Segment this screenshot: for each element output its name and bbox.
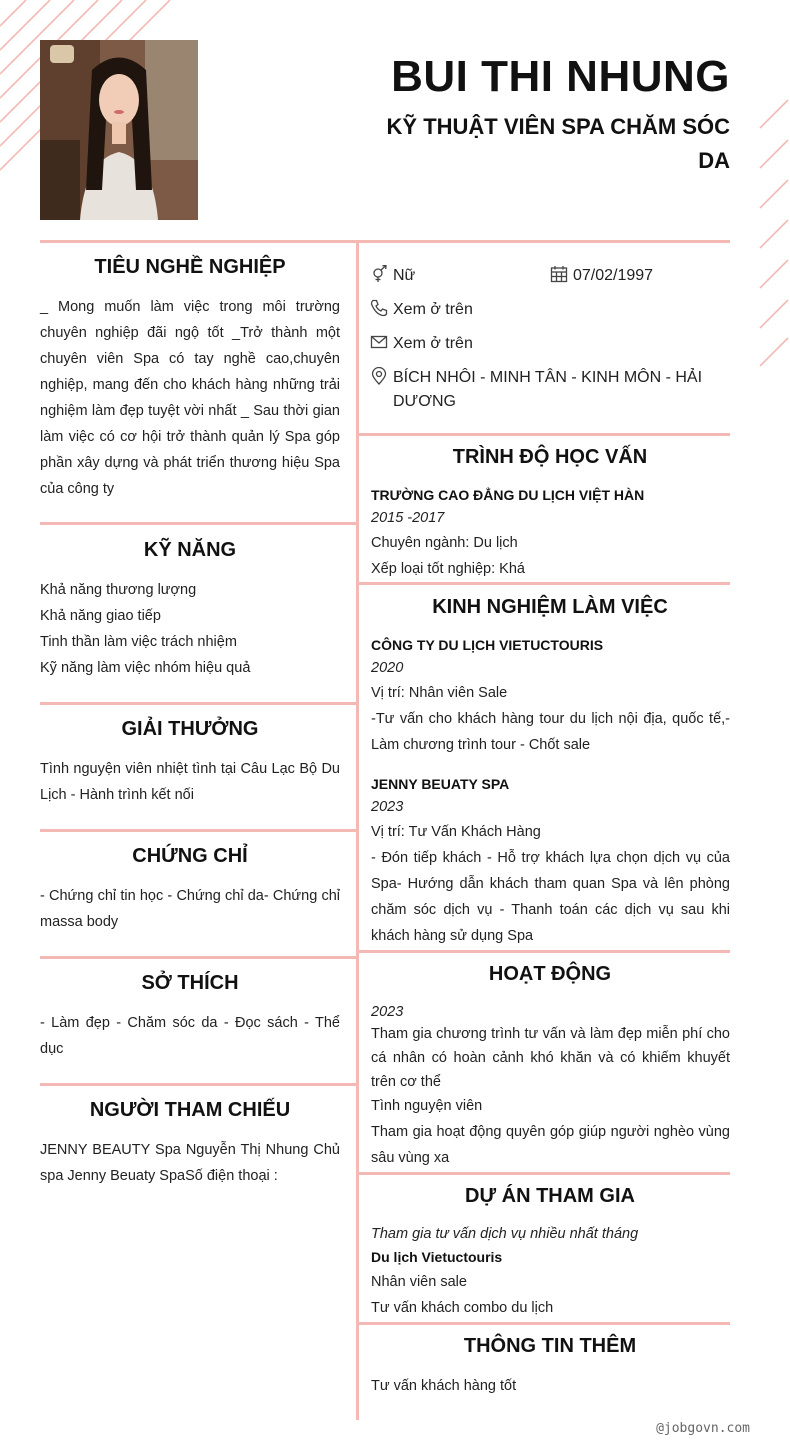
location-icon [370,367,388,385]
email-value: Xem ở trên [393,335,473,352]
skill-item: Khả năng thương lượng [40,582,197,598]
divider-left-4 [40,956,356,959]
project-org: Du lịch Vietuctouris [371,1249,503,1265]
divider-top [40,240,730,243]
column-divider [356,240,359,1420]
awards-text: Tình nguyện viên nhiệt tình tại Câu Lạc Bộ Du Lịch - Hành trình kết nối [40,761,340,803]
job-company: CÔNG TY DU LỊCH VIETUCTOURIS [371,637,604,653]
job-title: KỸ THUẬT VIÊN SPA CHĂM SÓC DA [386,114,730,173]
phone-value: Xem ở trên [393,301,473,318]
gender-value: Nữ [393,267,416,284]
activities-description: Tham gia chương trình tư vấn và làm đẹp miễn phí cho cá nhân có hoàn cảnh khó khăn và có khiếm khuyết trên cơ thể [371,1026,730,1090]
skill-item: Kỹ năng làm việc nhóm hiệu quả [40,660,251,676]
phone-row [370,298,473,322]
divider-right-4 [356,1172,730,1175]
skill-item: Tinh thần làm việc trách nhiệm [40,634,237,650]
job-position: Vị trí: Tư Vấn Khách Hàng [371,824,541,840]
calendar-icon [550,265,568,283]
divider-left-5 [40,1083,356,1086]
address-row [370,366,730,414]
divider-right-2 [356,582,730,585]
divider-left-1 [40,522,356,525]
project-role: Nhân viên sale [371,1274,467,1290]
extra-text: Tư vấn khách hàng tốt [371,1378,517,1394]
hobbies-text: - Làm đẹp - Chăm sóc da - Đọc sách - Thể dục [40,1015,340,1057]
job-company: JENNY BEUATY SPA [371,776,510,792]
job-year: 2023 [371,799,404,815]
birthday-row [550,264,653,288]
job-position: Vị trí: Nhân viên Sale [371,685,508,701]
activities-title: HOẠT ĐỘNG [488,963,612,985]
candidate-name: BUI THI NHUNG [391,52,730,101]
education-title: TRÌNH ĐỘ HỌC VẤN [452,446,648,468]
job-description: - Đón tiếp khách - Hỗ trợ khách lựa chọn dịch vụ của Spa- Hướng dẫn khách tham quan Spa và lên phòng chăm sóc dịch vụ - Thanh toán các dịch vụ sau khi khách hàng sử dụng Spa [371,850,730,944]
address-value: BÍCH NHÔI - MINH TÂN - KINH MÔN - HẢI DƯƠNG [393,369,703,410]
education-school: TRƯỜNG CAO ĐẲNG DU LỊCH VIỆT HÀN [371,487,645,503]
divider-right-1 [356,433,730,436]
email-row [370,332,473,356]
objective-text: _ Mong muốn làm việc trong môi trường chuyên nghiệp đãi ngộ tốt _Trở thành một chuyên viên Spa có tay nghề cao,chuyên nghiệp, mang đến cho khách hàng những trải nghiệm làm đẹp tuyệt vời nhất _ Sau thời gian làm việc có cơ hội trở thành quản lý Spa góp phần xây dựng và phát triển thương hiệu Spa của công ty [40,299,340,497]
certificates-title: CHỨNG CHỈ [132,845,248,867]
divider-left-3 [40,829,356,832]
profile-photo [40,40,198,220]
awards-title: GIẢI THƯỞNG [121,718,259,740]
divider-right-3 [356,950,730,953]
project-description: Tư vấn khách combo du lịch [371,1300,554,1316]
education-grade: Xếp loại tốt nghiệp: Khá [371,561,525,577]
job-description: -Tư vấn cho khách hàng tour du lịch nội địa, quốc tế,- Làm chương trình tour - Chốt sale [371,711,730,753]
project-name: Tham gia tư vấn dịch vụ nhiều nhất tháng [371,1226,639,1242]
education-major: Chuyên ngành: Du lịch [371,535,518,551]
skills-title: KỸ NĂNG [143,539,237,561]
divider-left-2 [40,702,356,705]
job-year: 2020 [371,660,404,676]
experience-title: KINH NGHIỆM LÀM VIỆC [432,596,668,618]
birthday-value: 07/02/1997 [573,267,654,284]
divider-right-5 [356,1322,730,1325]
gender-icon [370,265,388,283]
certificates-text: - Chứng chỉ tin học - Chứng chỉ da- Chứng chỉ massa body [40,888,340,930]
objective-title: TIÊU NGHỀ NGHIỆP [94,256,286,278]
extra-title: THÔNG TIN THÊM [463,1335,637,1357]
hobbies-title: SỞ THÍCH [141,972,239,994]
decorative-stripes-right [758,98,790,368]
phone-icon [370,299,388,317]
activities-year: 2023 [371,1004,404,1020]
projects-title: DỰ ÁN THAM GIA [465,1185,635,1207]
references-title: NGƯỜI THAM CHIẾU [89,1099,291,1121]
references-text: JENNY BEAUTY Spa Nguyễn Thị Nhung Chủ spa Jenny Beuaty SpaSố điện thoại : [40,1142,340,1184]
gender-row [370,264,415,288]
email-icon [370,333,388,351]
skill-item: Khả năng giao tiếp [40,608,161,624]
activities-detail: Tham gia hoạt động quyên góp giúp người nghèo vùng sâu vùng xa [371,1124,730,1166]
education-period: 2015 -2017 [371,510,445,526]
watermark: @jobgovn.com [656,1421,750,1436]
activities-role: Tình nguyện viên [371,1098,483,1114]
